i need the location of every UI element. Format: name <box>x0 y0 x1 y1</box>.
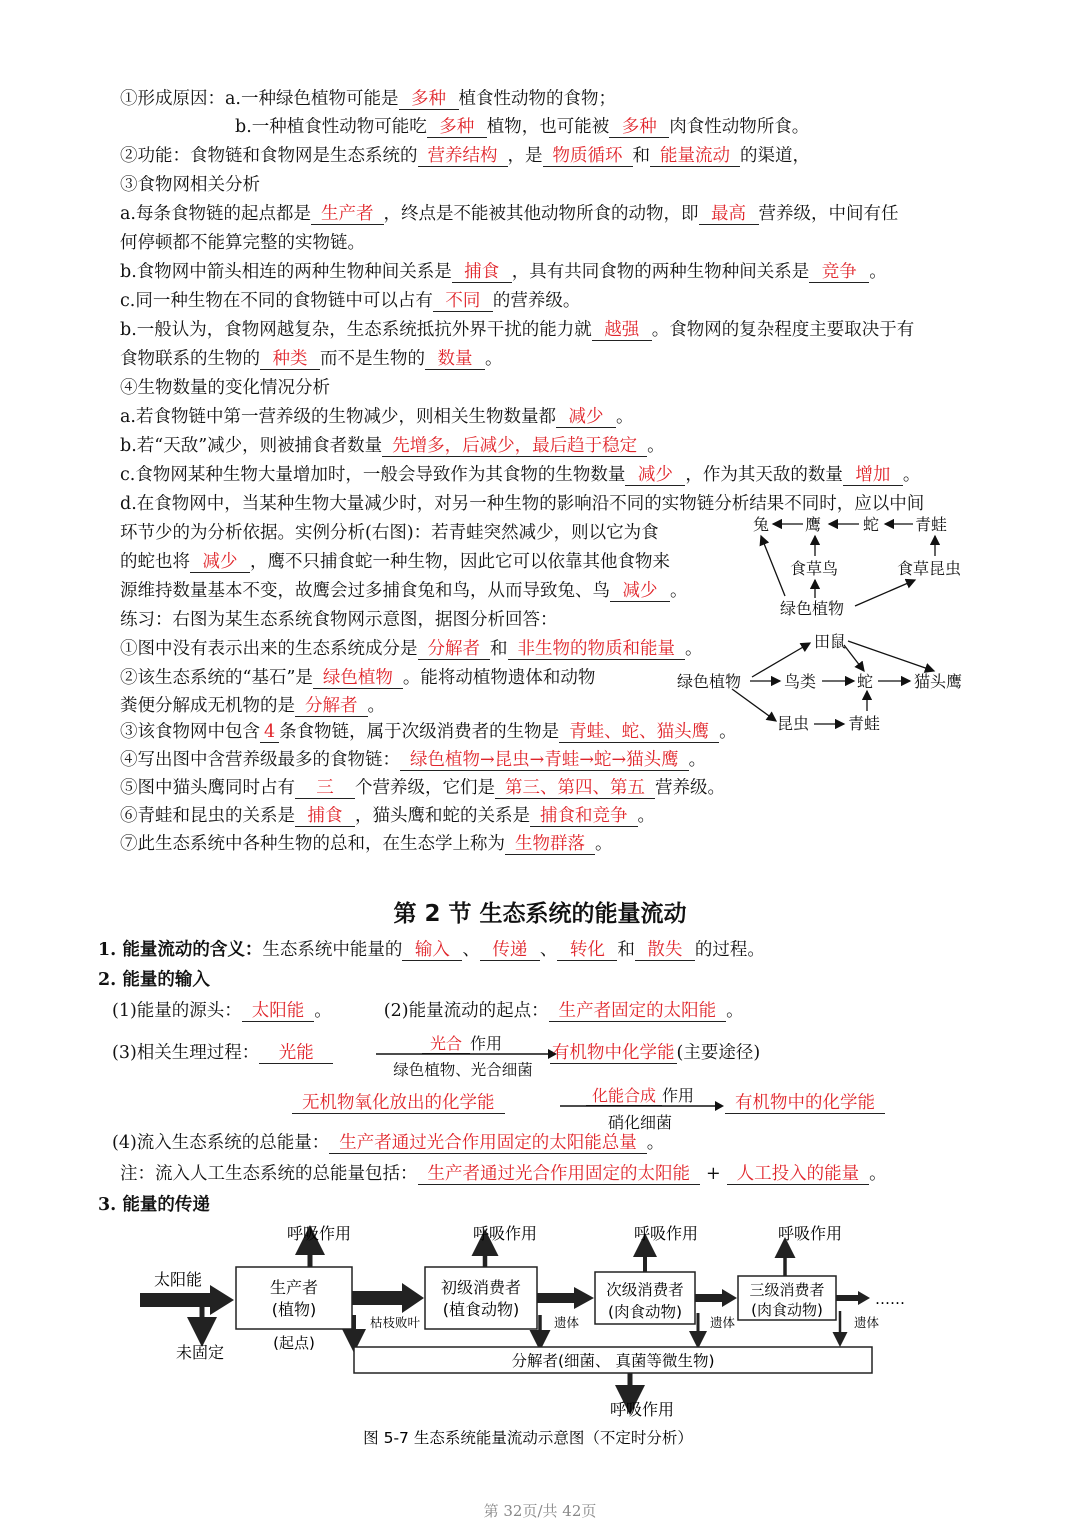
answer-field: 捕食和竞争 <box>530 806 638 827</box>
line-q-c: c.食物网某种生物大量增加时，一般会导致作为其食物的生物数量 减少 ，作为其天敌的数量 增加 。 <box>120 465 921 485</box>
figure-caption: 图 5-7 生态系统能量流动示意图（不定时分析） <box>363 1429 693 1447</box>
line-cause-b: b.一种植食性动物可能吃 多种 植物，也可能被 多种 肉食性动物所食。 <box>235 117 810 137</box>
answer-field: 数量 <box>425 349 485 370</box>
answer-field: 增加 <box>843 465 903 486</box>
node-rabbit: 兔 <box>753 515 770 534</box>
node-grass-insect: 食草昆虫 <box>897 559 962 578</box>
answer-field: 生产者固定的太阳能 <box>549 1001 727 1022</box>
unfixed-label: 未固定 <box>176 1343 225 1362</box>
page-footer: 第 32页/共 42页 <box>483 1502 597 1520</box>
decomposer-label: 分解者(细菌、 真菌等微生物) <box>511 1352 715 1370</box>
line-q-a: a.若食物链中第一营养级的生物减少，则相关生物数量都 减少 。 <box>120 407 634 427</box>
producer-box <box>236 1267 352 1329</box>
answer-field: 物质循环 <box>543 146 633 167</box>
respiration-label-1: 呼吸作用 <box>287 1224 352 1243</box>
answer-field: 分解者 <box>295 696 368 717</box>
node-green-plant-2: 绿色植物 <box>677 672 742 691</box>
line-ex-5: ⑤图中猫头鹰同时占有 三 个营养级，它们是 第三、第四、第五 营养级。 <box>120 778 725 798</box>
answer-field: 生产者通过光合作用固定的太阳能总量 <box>329 1133 647 1154</box>
answer-field: 最高 <box>699 204 759 225</box>
section-title: 第 2 节 生态系统的能量流动 <box>393 901 687 927</box>
heading-transfer: 3. 能量的传递 <box>98 1195 210 1215</box>
line-q-d4: 源维持数量基本不变，故鹰会过多捕食兔和鸟，从而导致兔、鸟 减少 。 <box>120 581 688 601</box>
line-a-start: a.每条食物链的起点都是 生产者 ，终点是不能被其他动物所食的动物，即 最高 营养级，中间有任 <box>120 204 899 224</box>
line-chemo-input <box>292 1091 505 1115</box>
line-ex-4: ④写出图中含营养级最多的食物链： 绿色植物→昆虫→青蛙→蛇→猫头鹰 。 <box>120 750 707 770</box>
answer-field: 减少 <box>610 581 670 602</box>
food-web-diagram-2 <box>672 625 972 740</box>
tertiary-sub-label: (肉食动物) <box>751 1301 823 1319</box>
answer-field: 太阳能 <box>242 1001 315 1022</box>
respiration-label-4: 呼吸作用 <box>778 1224 843 1243</box>
node-birds: 鸟类 <box>784 672 817 691</box>
answer-field: 营养结构 <box>418 146 508 167</box>
line-function: ②功能：食物链和食物网是生态系统的 营养结构 ，是 物质循环 和 能量流动 的渠道， <box>120 146 810 166</box>
answer-field: 青蛙、蛇、猫头鹰 <box>559 722 719 743</box>
line-ex-1: ①图中没有表示出来的生态系统成分是 分解者 和 非生物的物质和能量 。 <box>120 639 703 659</box>
heading-input: 2. 能量的输入 <box>98 970 210 990</box>
respiration-label-5: 呼吸作用 <box>610 1400 675 1419</box>
node-owl: 猫头鹰 <box>914 672 963 691</box>
answer-field: 减少 <box>625 465 685 486</box>
answer-field: 无机物氧化放出的化学能 <box>292 1093 505 1114</box>
remains-label-1: 遗体 <box>554 1315 580 1330</box>
producer-sub-label: (植物) <box>271 1300 317 1319</box>
answer-field: 4 <box>260 722 279 743</box>
secondary-label: 次级消费者 <box>606 1281 684 1299</box>
remains-label-2: 遗体 <box>710 1315 736 1330</box>
photosynthesis-organisms: 绿色植物、光合细菌 <box>393 1061 533 1079</box>
answer-field: 第三、第四、第五 <box>495 778 655 799</box>
line-q-b: b.若“天敌”减少，则被捕食者数量 先增多，后减少，最后趋于稳定 。 <box>120 436 665 456</box>
energy-flow-diagram <box>140 1215 940 1450</box>
producer-label: 生产者 <box>269 1278 319 1297</box>
line-c-level: c.同一种生物在不同的食物链中可以占有 不同 的营养级。 <box>120 291 581 311</box>
secondary-sub-label: (肉食动物) <box>607 1303 683 1321</box>
line-meaning: 1. 能量流动的含义：生态系统中能量的 输入 、 传递 、 转化 和 散失 的过程。 <box>98 940 765 960</box>
answer-field: 转化 <box>557 940 617 961</box>
line-ex-2b: 粪便分解成无机物的是 分解者 。 <box>120 696 385 716</box>
answer-field: 多种 <box>427 117 487 138</box>
litter-label: 枯枝败叶 <box>370 1315 421 1330</box>
answer-field: 越强 <box>592 320 652 341</box>
answer-field: 减少 <box>190 552 250 573</box>
answer-field: 种类 <box>260 349 320 370</box>
answer-field: 竞争 <box>809 262 869 283</box>
answer-field: 人工投入的能量 <box>727 1164 870 1185</box>
line-b-relation: b.食物网中箭头相连的两种生物种间关系是 捕食 ，具有共同食物的两种生物种间关系是 竞争 。 <box>120 262 887 282</box>
node-green-plant: 绿色植物 <box>780 599 845 618</box>
answer-field: 非生物的物质和能量 <box>508 639 686 660</box>
primary-consumer-box <box>425 1267 537 1329</box>
respiration-label-2: 呼吸作用 <box>473 1224 538 1243</box>
answer-field: 绿色植物→昆虫→青蛙→蛇→猫头鹰 <box>400 750 689 771</box>
node-eagle: 鹰 <box>805 515 822 534</box>
continue-dots: …… <box>875 1290 905 1308</box>
remains-label-3: 遗体 <box>854 1315 880 1330</box>
answer-field: 绿色植物 <box>313 668 403 689</box>
line-ex-3: ③该食物网中包含 4 条食物链，属于次级消费者的生物是 青蛙、蛇、猫头鹰 。 <box>120 722 737 742</box>
line-a-cont: 何停顿都不能算完整的实物链。 <box>120 233 365 253</box>
primary-sub-label: (植食动物) <box>442 1300 520 1319</box>
answer-field: 捕食 <box>452 262 512 283</box>
node-vole: 田鼠 <box>814 632 847 651</box>
node-grass-bird: 食草鸟 <box>790 559 839 578</box>
start-point-label: (起点) <box>273 1334 315 1352</box>
chemosynthesis-organisms: 硝化细菌 <box>607 1113 672 1132</box>
photosynthesis-arrow-label: 光合 作用 <box>378 1031 546 1054</box>
line-chemo-result <box>725 1091 885 1115</box>
line-ex-7: ⑦此生态系统中各种生物的总和，在生态学上称为 生物群落 。 <box>120 834 613 854</box>
answer-field: 有机物中化学能 <box>552 1043 675 1063</box>
line-ex-6: ⑥青蛙和昆虫的关系是 捕食 ，猫头鹰和蛇的关系是 捕食和竞争 。 <box>120 806 655 826</box>
line-complexity: b.一般认为，食物网越复杂，生态系统抵抗外界干扰的能力就 越强 。食物网的复杂程度主要取决于有 <box>120 320 915 340</box>
line-cause-a: ①形成原因：a.一种绿色植物可能是 多种 植食性动物的食物； <box>120 89 616 109</box>
answer-field: 光能 <box>259 1043 333 1064</box>
node-snake-2: 蛇 <box>857 672 874 691</box>
line-q-d2: 环节少的为分析依据。实例分析(右图)：若青蛙突然减少，则以它为食 <box>120 523 659 543</box>
sun-energy-label: 太阳能 <box>154 1270 203 1289</box>
tertiary-label: 三级消费者 <box>749 1281 825 1299</box>
node-snake: 蛇 <box>863 515 880 534</box>
line-total-energy: (4)流入生态系统的总能量： 生产者通过光合作用固定的太阳能总量 。 <box>112 1133 665 1153</box>
line-ex-2: ②该生态系统的“基石”是 绿色植物 。能将动植物遗体和动物 <box>120 668 596 688</box>
answer-field: 有机物中的化学能 <box>725 1093 885 1114</box>
respiration-label-3: 呼吸作用 <box>634 1224 699 1243</box>
answer-field: 捕食 <box>295 806 355 827</box>
answer-field: 生产者通过光合作用固定的太阳能 <box>418 1164 701 1185</box>
line-note: 注：流入人工生态系统的总能量包括： 生产者通过光合作用固定的太阳能 + 人工投入的能量 。 <box>120 1164 887 1184</box>
answer-field: 生物群落 <box>505 834 595 855</box>
line-complexity-cont: 食物联系的生物的 种类 而不是生物的 数量 。 <box>120 349 503 369</box>
answer-field: 传递 <box>480 940 540 961</box>
answer-field: 生产者 <box>311 204 384 225</box>
line-q-d3: 的蛇也将 减少 ，鹰不只捕食蛇一种生物，因此它可以依靠其他食物来 <box>120 552 670 572</box>
answer-field: 不同 <box>433 291 493 312</box>
node-insect: 昆虫 <box>777 714 810 733</box>
chemosynthesis-arrow-label: 化能合成 作用 <box>565 1083 715 1106</box>
answer-field: 先增多，后减少，最后趋于稳定 <box>382 436 647 457</box>
answer-field: 能量流动 <box>650 146 740 167</box>
answer-field: 输入 <box>402 940 462 961</box>
answer-field: 多种 <box>609 117 669 138</box>
answer-field: 散失 <box>635 940 695 961</box>
line-web-analysis: ③食物网相关分析 <box>120 175 260 195</box>
line-source: (1)能量的源头： 太阳能 。 (2)能量流动的起点： 生产者固定的太阳能 。 <box>112 1001 744 1021</box>
line-process-result: 有机物中化学能 (主要途径) <box>552 1043 761 1063</box>
answer-field: 分解者 <box>418 639 491 660</box>
answer-field: 三 <box>295 778 355 799</box>
food-web-diagram-1 <box>745 508 990 623</box>
line-exercise: 练习：右图为某生态系统食物网示意图，据图分析回答： <box>120 610 558 630</box>
line-q-d: d.在食物网中，当某种生物大量减少时，对另一种生物的影响沿不同的实物链分析结果不同时，应以中间 <box>120 494 925 514</box>
line-process: (3)相关生理过程： 光能 <box>112 1041 333 1065</box>
answer-field: 减少 <box>556 407 616 428</box>
node-frog: 青蛙 <box>915 515 948 534</box>
line-quantity: ④生物数量的变化情况分析 <box>120 378 330 398</box>
answer-field: 多种 <box>399 89 459 110</box>
node-frog-2: 青蛙 <box>848 714 881 733</box>
primary-label: 初级消费者 <box>440 1278 522 1297</box>
